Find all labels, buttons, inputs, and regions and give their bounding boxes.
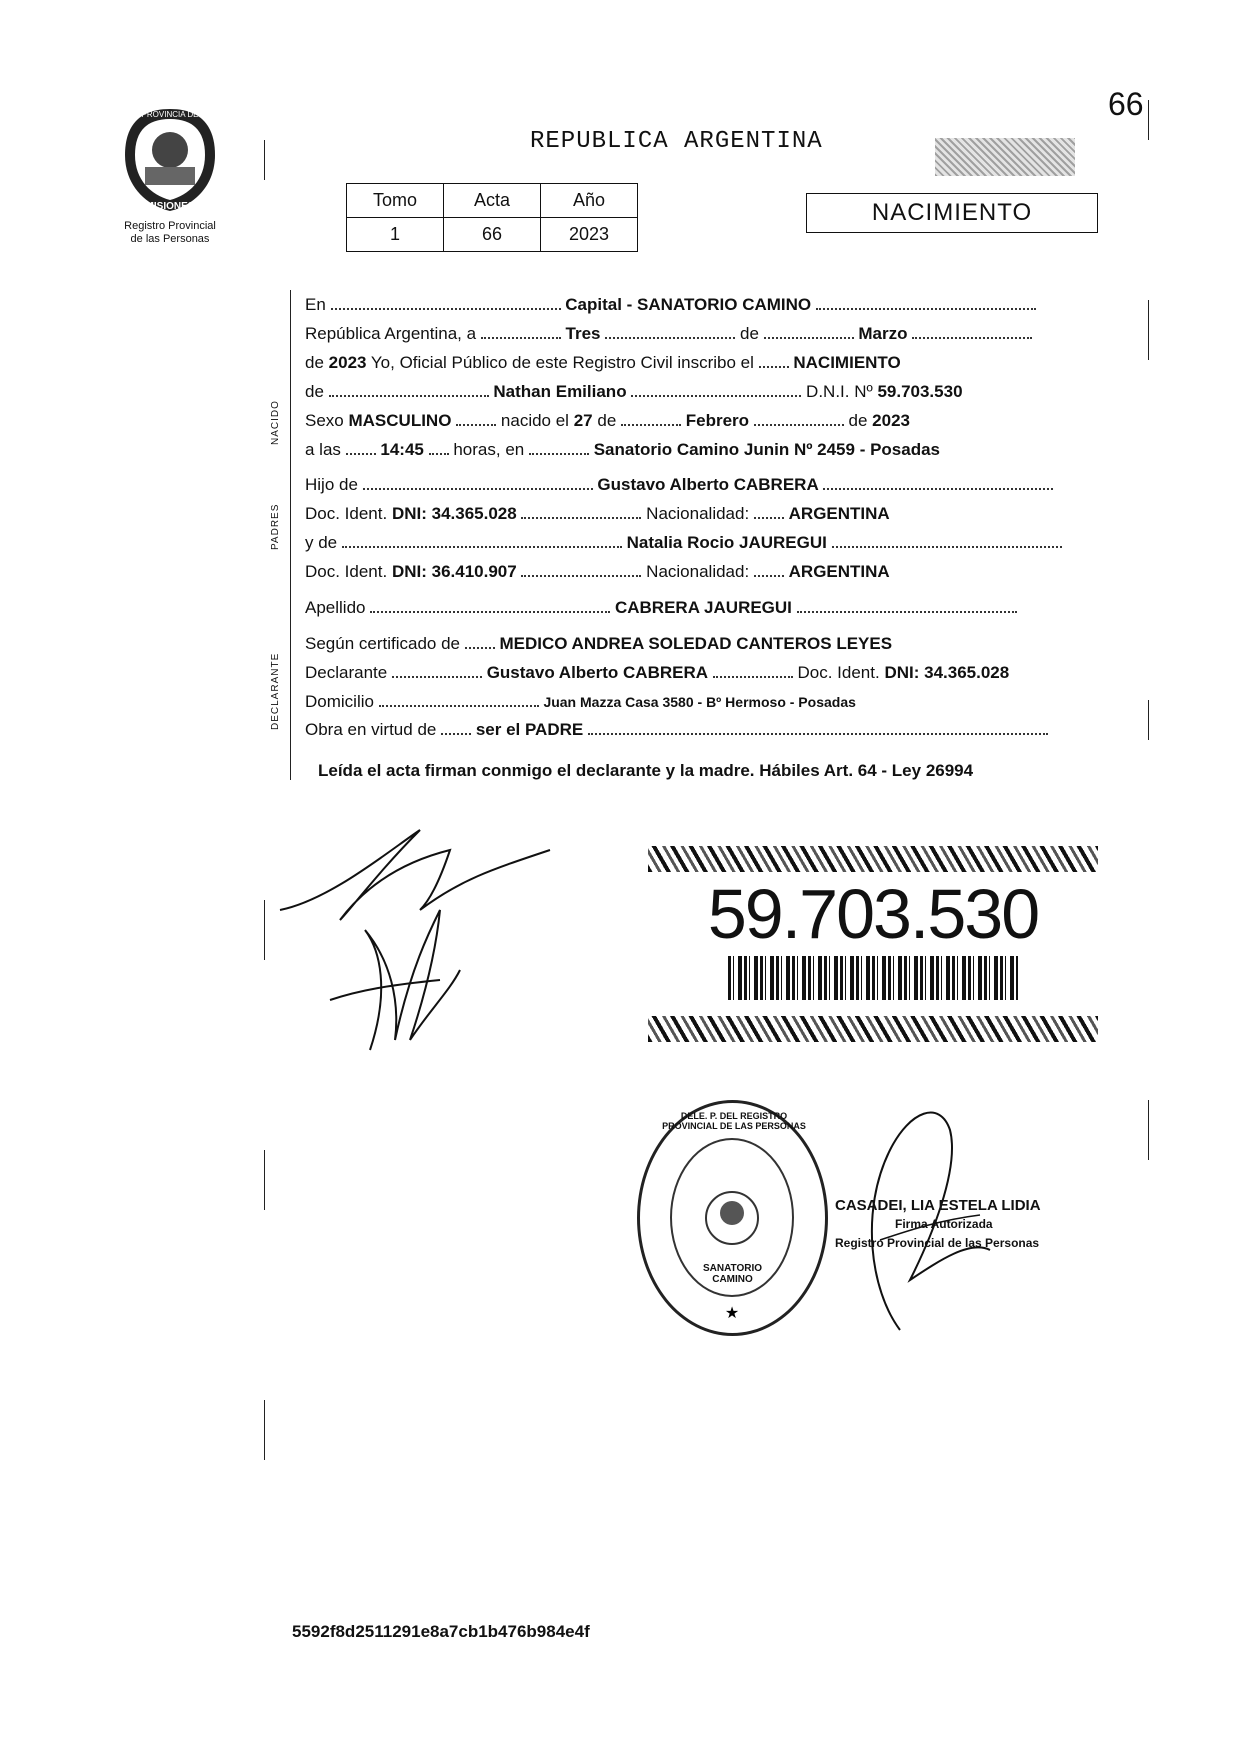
margin-mark [264, 1400, 265, 1460]
seal-outer-text: DELE. P. DEL REGISTRO PROVINCIAL DE LAS PERSONAS [662, 1111, 806, 1131]
registry-logo [110, 105, 230, 246]
label-horas-en: horas, en [453, 440, 525, 459]
misiones-shield-icon [115, 105, 225, 215]
label-nacionalidad-padre: Nacionalidad: [646, 504, 750, 523]
value-madre-nac: ARGENTINA [788, 562, 890, 581]
acta-value-tomo: 1 [347, 218, 444, 252]
field-nombre [305, 382, 1145, 402]
margin-mark [264, 1150, 265, 1210]
form-margin-line [290, 290, 291, 780]
label-certificado: Según certificado de [305, 634, 460, 653]
value-sexo: MASCULINO [348, 411, 452, 430]
svg-text:PROVINCIA DE: PROVINCIA DE [141, 110, 199, 119]
margin-mark [1148, 300, 1149, 360]
label-declarante: Declarante [305, 663, 388, 682]
value-apellido: CABRERA JAUREGUI [614, 598, 792, 617]
margin-mark [264, 140, 265, 180]
barcode-icon [728, 956, 1018, 1000]
label-doc-ident-declarante: Doc. Ident. [797, 663, 880, 682]
margin-mark [1148, 700, 1149, 740]
label-domicilio: Domicilio [305, 692, 374, 711]
official-name: CASADEI, LIA ESTELA LIDIA [835, 1197, 1041, 1214]
section-label-padres: PADRES [270, 503, 281, 550]
seal-inner-text: SANATORIO CAMINO [702, 1263, 763, 1285]
official-seal [637, 1100, 828, 1336]
signature-declarante-icon [270, 790, 560, 1120]
security-stamp [935, 138, 1075, 176]
value-nac-anio: 2023 [872, 411, 910, 430]
value-inscribo-tipo: NACIMIENTO [793, 353, 901, 372]
label-doc-ident-madre: Doc. Ident. [305, 562, 388, 581]
field-madre [305, 533, 1145, 553]
margin-mark [1148, 1100, 1149, 1160]
value-nombre: Nathan Emiliano [493, 382, 627, 401]
text-inscribo: Yo, Oficial Público de este Registro Civil inscribo el [370, 353, 754, 372]
acta-value-acta: 66 [444, 218, 541, 252]
value-obra: ser el PADRE [475, 720, 584, 739]
label-de-anio: de [305, 353, 324, 372]
svg-text:★: ★ [724, 1305, 740, 1322]
label-apellido: Apellido [305, 598, 366, 617]
label-de: de [739, 324, 759, 343]
value-padre-doc: DNI: 34.365.028 [391, 504, 517, 523]
value-madre: Natalia Rocio JAUREGUI [626, 533, 827, 552]
value-mes: Marzo [858, 324, 908, 343]
svg-text:MISIONES: MISIONES [145, 201, 195, 212]
margin-mark [1148, 100, 1149, 140]
label-nacionalidad-madre: Nacionalidad: [646, 562, 750, 581]
field-padre [305, 475, 1145, 495]
value-nac-mes: Febrero [685, 411, 750, 430]
dni-large-number: 59.703.530 [707, 875, 1039, 953]
field-apellido [305, 598, 1145, 618]
document-hash: 5592f8d2511291e8a7cb1b476b984e4f [292, 1622, 590, 1641]
field-obra [305, 720, 1145, 740]
dni-banner [648, 846, 1098, 1042]
field-sexo [305, 411, 1145, 431]
value-hora: 14:45 [380, 440, 424, 459]
page-number: 66 [1108, 86, 1144, 122]
field-fecha [305, 324, 1145, 344]
label-doc-ident-padre: Doc. Ident. [305, 504, 388, 523]
label-y-de: y de [305, 533, 338, 552]
value-dni: 59.703.530 [877, 382, 963, 401]
field-hora [305, 440, 1145, 460]
security-band-bottom [648, 1016, 1098, 1042]
logo-caption-line2: de las Personas [130, 233, 210, 245]
value-padre-nac: ARGENTINA [788, 504, 890, 523]
label-a-las: a las [305, 440, 341, 459]
label-hijo-de: Hijo de [305, 475, 358, 494]
margin-mark [264, 900, 265, 960]
label-de-mes: de [597, 411, 617, 430]
security-band-top [648, 846, 1098, 872]
official-stamp [835, 1196, 1041, 1253]
value-declarante: Gustavo Alberto CABRERA [486, 663, 709, 682]
value-anio: 2023 [328, 353, 367, 372]
label-de-anio2: de [848, 411, 868, 430]
field-domicilio [305, 692, 1145, 712]
value-declarante-doc: DNI: 34.365.028 [884, 663, 1010, 682]
section-label-declarante: DECLARANTE [270, 652, 281, 730]
acta-header-tomo: Tomo [347, 184, 444, 218]
value-certificado: MEDICO ANDREA SOLEDAD CANTEROS LEYES [499, 634, 893, 653]
value-dia: Tres [565, 324, 601, 343]
field-padre-doc [305, 504, 1145, 524]
acta-table [346, 183, 638, 252]
official-registry: Registro Provincial de las Personas [835, 1236, 1040, 1250]
acta-header-acta: Acta [444, 184, 541, 218]
label-nacido-el: nacido el [500, 411, 569, 430]
field-certificado [305, 634, 1145, 654]
label-sexo: Sexo [305, 411, 344, 430]
value-padre: Gustavo Alberto CABRERA [597, 475, 819, 494]
value-lugar: Capital - SANATORIO CAMINO [565, 295, 812, 314]
value-madre-doc: DNI: 36.410.907 [391, 562, 517, 581]
value-nac-dia: 27 [573, 411, 593, 430]
field-madre-doc [305, 562, 1145, 582]
acta-value-anio: 2023 [541, 218, 638, 252]
logo-caption-line1: Registro Provincial [124, 220, 216, 232]
official-role: Firma Autorizada [895, 1217, 993, 1231]
label-dni: D.N.I. Nº [806, 382, 873, 401]
label-republica: República Argentina, a [305, 324, 477, 343]
seal-emblem-icon [640, 1103, 825, 1333]
section-label-nacido: NACIDO [270, 400, 281, 445]
lectura-text: Leída el acta firman conmigo el declarante y la madre. Hábiles Art. 64 - Ley 26994 [318, 761, 974, 780]
field-declarante [305, 663, 1145, 683]
acta-header-anio: Año [541, 184, 638, 218]
value-lugar-nac: Sanatorio Camino Junin Nº 2459 - Posadas [593, 440, 941, 459]
document-title: REPUBLICA ARGENTINA [530, 128, 823, 155]
value-domicilio: Juan Mazza Casa 3580 - Bº Hermoso - Posadas [543, 694, 856, 710]
acta-table-values [347, 218, 638, 252]
act-type-box: NACIMIENTO [806, 193, 1098, 233]
label-obra: Obra en virtud de [305, 720, 437, 739]
label-de-nombre: de [305, 382, 324, 401]
acta-table-header [347, 184, 638, 218]
label-en: En [305, 295, 326, 314]
field-lugar [305, 295, 1145, 315]
field-inscripcion [305, 353, 1145, 373]
